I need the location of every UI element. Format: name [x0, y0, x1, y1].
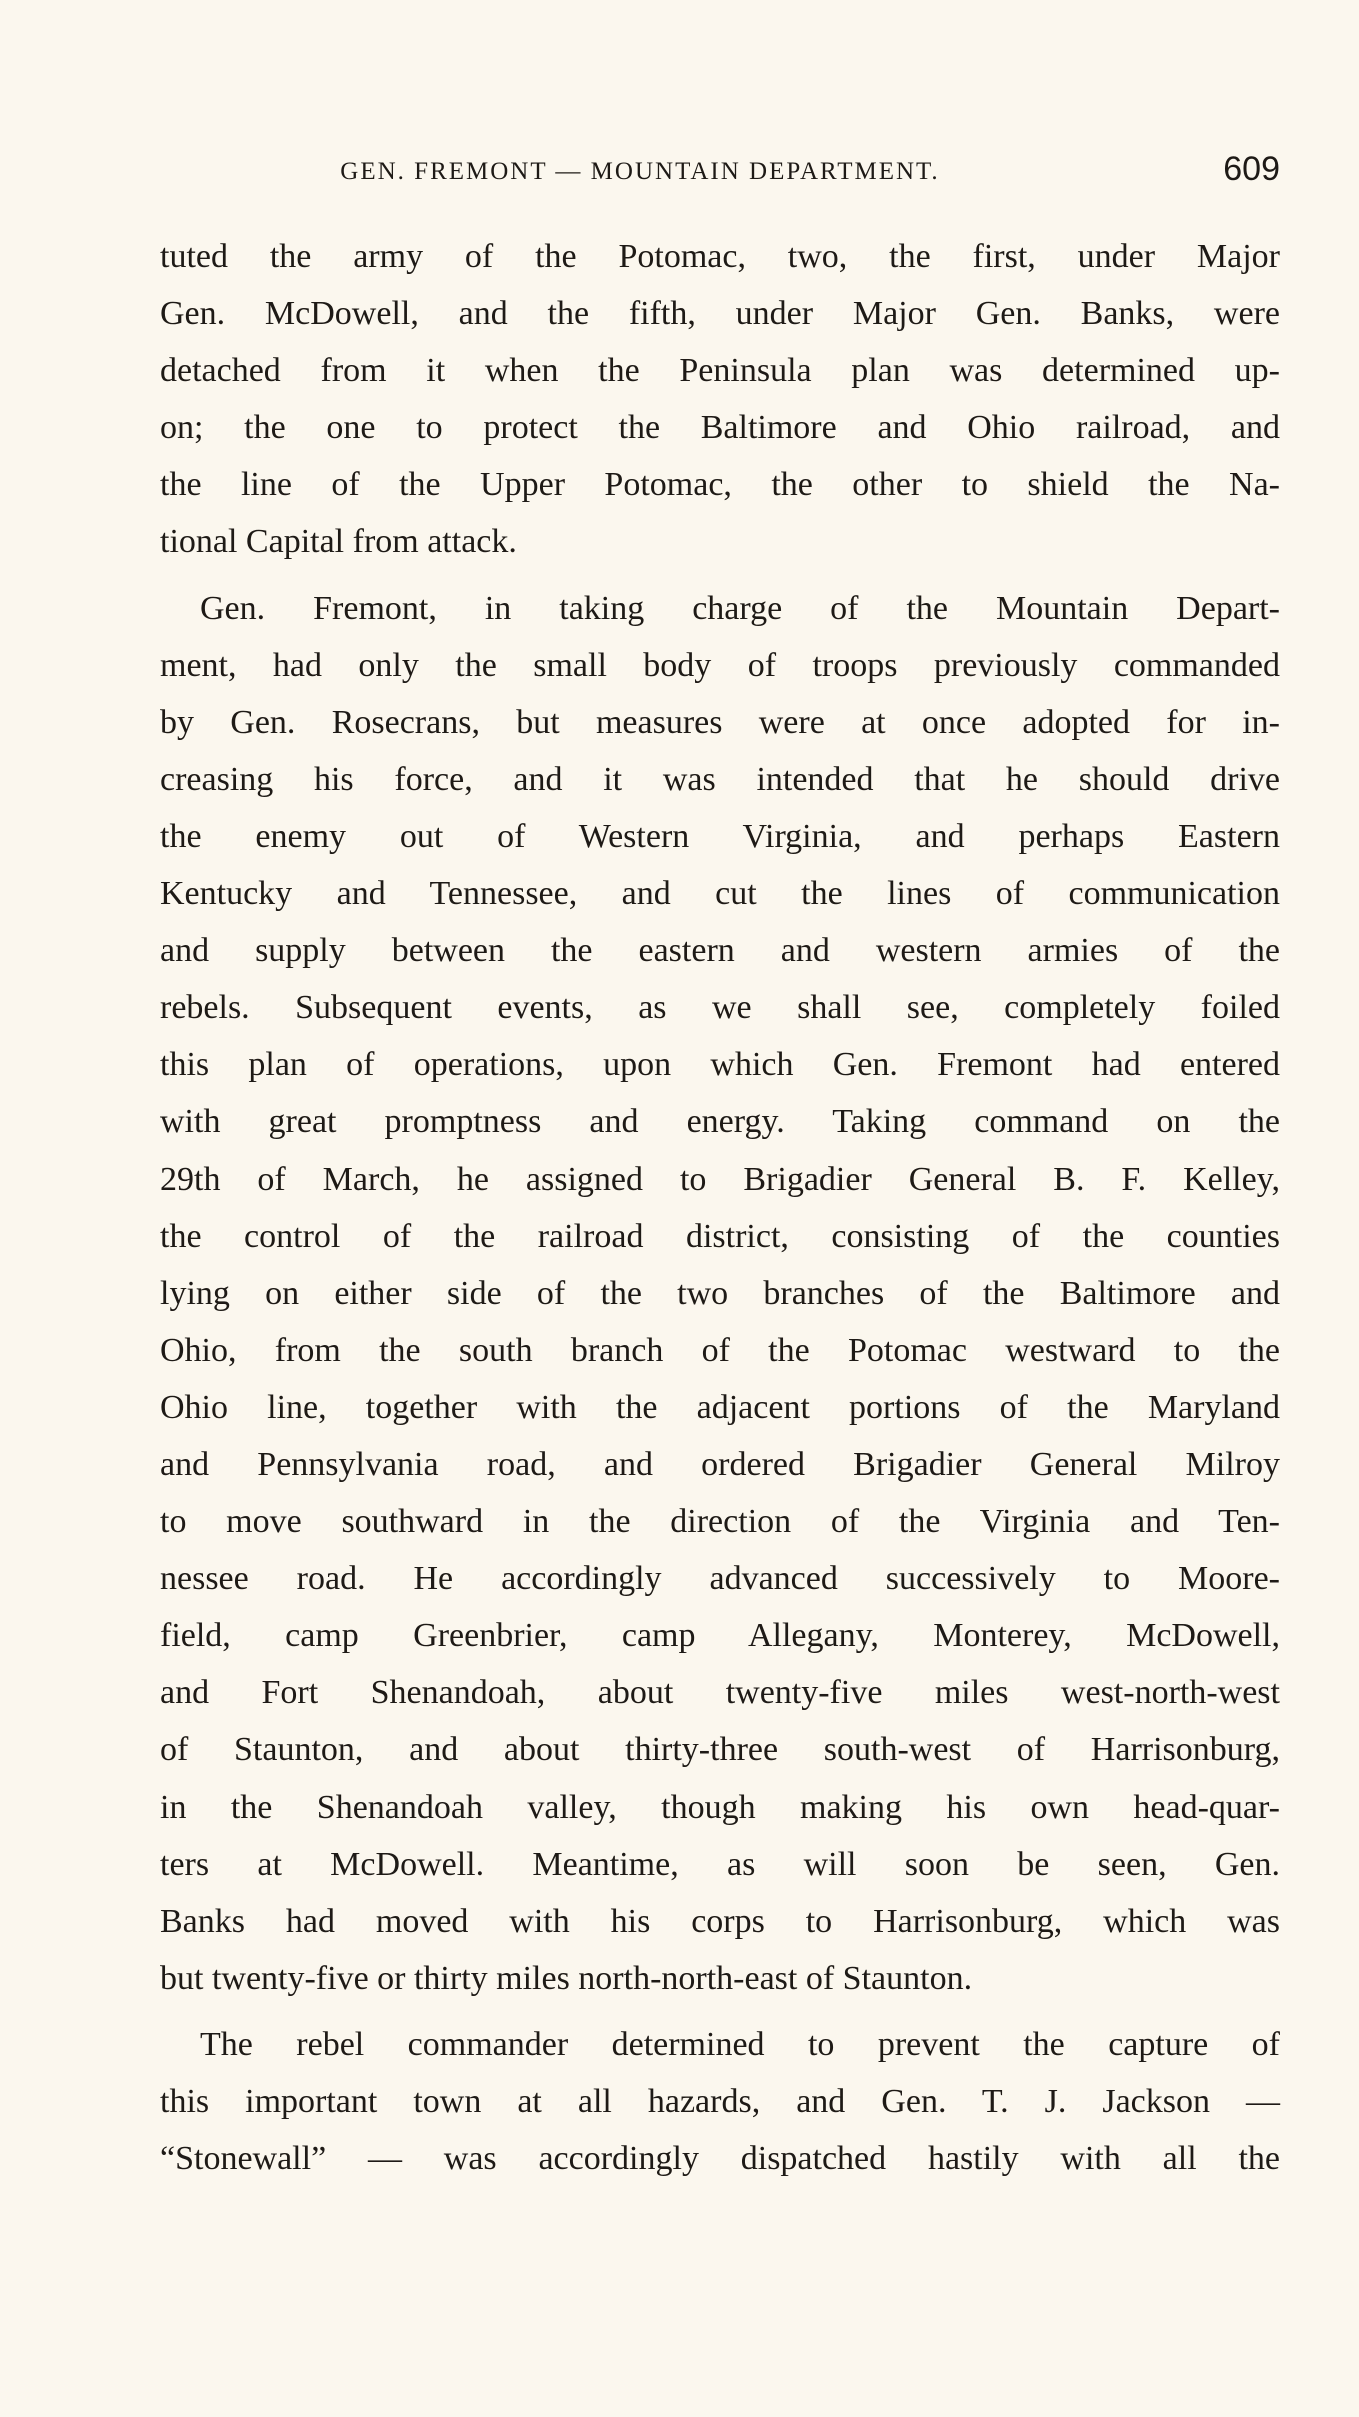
paragraph: [160, 2016, 1280, 2187]
text-line: the control of the railroad district, consisting of the counties: [160, 1217, 1280, 1255]
text-line: with great promptness and energy. Taking command on the: [160, 1103, 1280, 1141]
text-line: nessee road. He accordingly advanced successively to Moore-: [160, 1560, 1280, 1598]
text-line: ment, had only the small body of troops previously commanded: [160, 646, 1280, 684]
text-line: to move southward in the direction of the Virginia and Ten-: [160, 1503, 1280, 1541]
text-line: Kentucky and Tennessee, and cut the lines of communication: [160, 875, 1280, 913]
text-line: tuted the army of the Potomac, two, the first, under Major: [160, 238, 1280, 275]
text-line: in the Shenandoah valley, though making his own head-quar-: [160, 1788, 1280, 1826]
page-number: 609: [1223, 150, 1280, 188]
text-line: detached from it when the Peninsula plan was determined up-: [160, 352, 1280, 390]
text-line: by Gen. Rosecrans, but measures were at once adopted for in-: [160, 703, 1280, 741]
text-line: Ohio, from the south branch of the Potomac westward to the: [160, 1331, 1280, 1369]
text-line: Gen. Fremont, in taking charge of the Mountain Depart-: [200, 589, 1280, 627]
text-line: this important town at all hazards, and Gen. T. J. Jackson —: [160, 2083, 1280, 2120]
page-header: [160, 150, 1280, 194]
text-line: of Staunton, and about thirty-three south-west of Harrisonburg,: [160, 1731, 1280, 1769]
text-line: tional Capital from attack.: [160, 523, 517, 561]
body-text: [160, 228, 1280, 2187]
text-line: on; the one to protect the Baltimore and Ohio railroad, and: [160, 409, 1280, 447]
text-line: and supply between the eastern and western armies of the: [160, 932, 1280, 970]
text-line: 29th of March, he assigned to Brigadier General B. F. Kelley,: [160, 1160, 1280, 1198]
text-line: Gen. McDowell, and the fifth, under Major Gen. Banks, were: [160, 295, 1280, 333]
text-line: the line of the Upper Potomac, the other to shield the Na-: [160, 466, 1280, 504]
text-line: but twenty-five or thirty miles north-north-east of Staunton.: [160, 1959, 973, 1997]
text-line: field, camp Greenbrier, camp Allegany, Monterey, McDowell,: [160, 1617, 1280, 1655]
text-line: The rebel commander determined to prevent the capture of: [200, 2025, 1280, 2063]
text-line: Banks had moved with his corps to Harrisonburg, which was: [160, 1902, 1280, 1940]
running-head: GEN. FREMONT — MOUNTAIN DEPARTMENT.: [340, 158, 940, 185]
text-line: ters at McDowell. Meantime, as will soon be seen, Gen.: [160, 1845, 1280, 1883]
paragraph: [160, 228, 1280, 571]
text-line: rebels. Subsequent events, as we shall see, completely foiled: [160, 989, 1280, 1027]
paragraph: [160, 580, 1280, 2007]
text-line: the enemy out of Western Virginia, and perhaps Eastern: [160, 817, 1280, 855]
text-line: Ohio line, together with the adjacent portions of the Maryland: [160, 1388, 1280, 1426]
text-line: and Pennsylvania road, and ordered Brigadier General Milroy: [160, 1445, 1280, 1483]
text-line: this plan of operations, upon which Gen. Fremont had entered: [160, 1046, 1280, 1084]
text-line: “Stonewall” — was accordingly dispatched hastily with all the: [160, 2140, 1280, 2178]
text-line: lying on either side of the two branches of the Baltimore and: [160, 1274, 1280, 1312]
text-line: and Fort Shenandoah, about twenty-five miles west-north-west: [160, 1674, 1280, 1712]
text-line: creasing his force, and it was intended that he should drive: [160, 760, 1280, 798]
